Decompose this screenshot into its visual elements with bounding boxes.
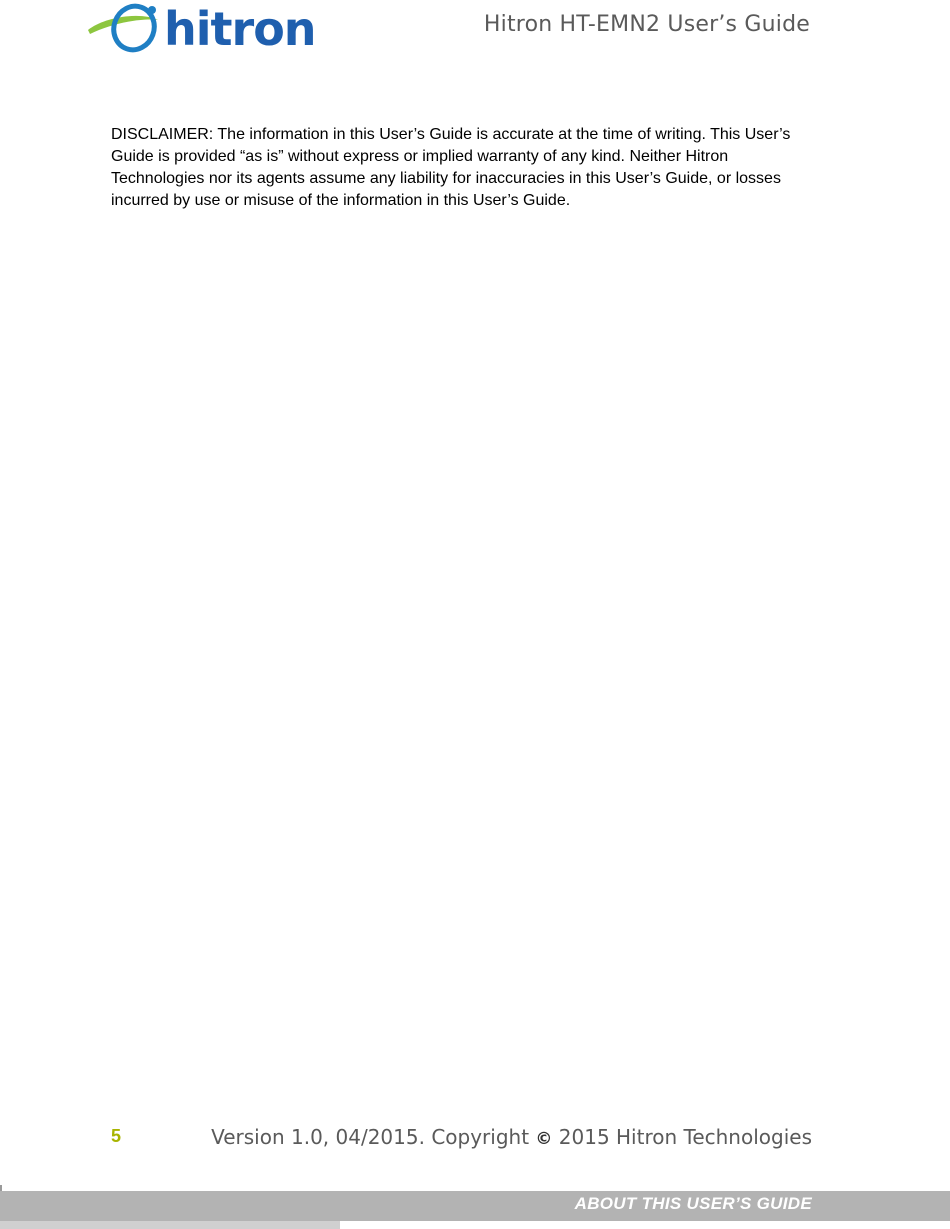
hitron-logo	[86, 0, 336, 56]
footer-version-text: Version 1.0, 04/2015. Copyright	[211, 1125, 530, 1149]
page-number: 5	[111, 1126, 122, 1146]
footer-company-text: 2015 Hitron Technologies	[558, 1125, 812, 1149]
copyright-icon: ©	[535, 1129, 553, 1149]
footer-copyright-line	[211, 1125, 812, 1149]
disclaimer-text: DISCLAIMER: The information in this User’s Guide is accurate at the time of writing. This User’s Guide is provided “as is” without express or implied warranty of any kind. Neither Hitron Technologies nor its agents assume any liability for inaccuracies in this User’s Guide, or losses incurred by use or misuse of the information in this User’s Guide.	[111, 126, 791, 209]
section-label: ABOUT THIS USER’S GUIDE	[574, 1194, 812, 1213]
footer-bar-shadow	[0, 1221, 340, 1229]
document-title: Hitron HT-EMN2 User’s Guide	[483, 12, 810, 37]
svg-text:hitron: hitron	[164, 2, 316, 56]
